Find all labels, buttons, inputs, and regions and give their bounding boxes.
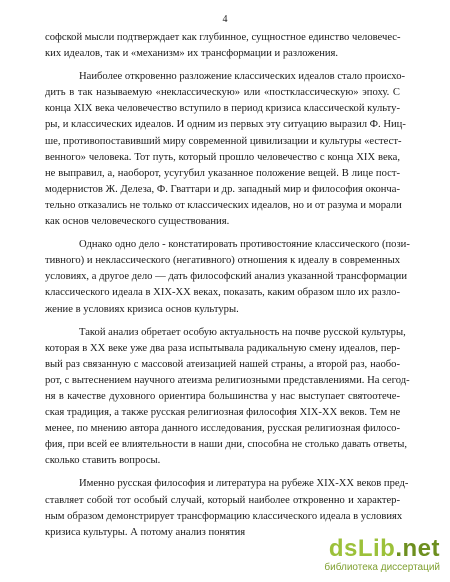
text-line: которая в XX веке уже два раза испытывала радикальную смену идеалов, пер- xyxy=(45,342,400,354)
text-line: ких идеалов, так и «механизм» их трансформации и разложения. xyxy=(45,48,339,60)
paragraph-gap xyxy=(45,62,400,69)
paragraph-gap xyxy=(45,318,400,325)
text-line: жение в условиях кризиса основ культуры. xyxy=(45,303,239,315)
text-line: Такой анализ обретает особую актуальность на почве русской культуры, xyxy=(79,326,406,338)
text-line: фия, при всей ее влиятельности в наши дни, способна не столько давать ответы, xyxy=(45,439,408,451)
text-line: дить в так называемую «неклассическую» или «постклассическую» эпоху. С xyxy=(45,87,400,99)
text-line: софской мысли подтверждает как глубинное, сущностное единство человечес- xyxy=(45,32,401,43)
page-number: 4 xyxy=(222,14,228,25)
text-line: сколько ставить вопросы. xyxy=(45,455,161,467)
text-line: ным образом демонстрирует трансформацию классического идеала в условиях xyxy=(45,510,403,522)
paragraph-gap xyxy=(45,469,400,476)
text-line: вый раз связанную с массовой атеизацией нашей страны, а второй раз, наобо- xyxy=(45,358,400,370)
text-line: рот, с вытеснением научного атеизма религиозными представлениями. На сегод- xyxy=(45,374,410,386)
text-line: конца XIX века человечество вступило в период кризиса классической культу- xyxy=(45,103,400,115)
text-line: ше, противопоставивший миру современной цивилизации и культуры «естест- xyxy=(45,135,402,147)
watermark-brand-tld: .net xyxy=(395,535,440,562)
text-line: ры, и классических идеалов. И одним из первых эту ситуацию выразил Ф. Ниц- xyxy=(45,119,406,131)
text-line: Наиболее откровенно разложение классических идеалов стало происхо- xyxy=(79,71,406,83)
text-line: тельно отказались не только от классических идеалов, но и от разума и морали xyxy=(45,199,402,211)
text-line: как основ человеческого существования. xyxy=(45,216,230,228)
watermark-brand-main: dsLib xyxy=(328,535,396,562)
text-line: Однако одно дело - констатировать противостояние классического (пози- xyxy=(79,239,410,251)
text-line: классического идеала в XIX-XX веках, показать, каким образом шло их разло- xyxy=(45,287,400,299)
paragraph xyxy=(45,237,410,317)
text-line: менее, по мнению автора данного исследования, русская религиозная филосо- xyxy=(45,423,400,435)
watermark-logo xyxy=(310,536,440,576)
paragraph xyxy=(45,69,406,230)
paragraph-gap xyxy=(45,230,400,237)
text-line: ставляет собой тот особый случай, который наиболее откровенно и характер- xyxy=(45,494,400,506)
text-line: ская традиция, а также русская религиозная философия XIX-XX веков. Тем не xyxy=(45,407,401,419)
text-line: кризиса культуры. А потому анализ понятия xyxy=(45,526,246,538)
text-line: условиях, а другое дело — дать философский анализ указанной трансформации xyxy=(45,271,408,283)
text-line: Именно русская философия и литература на рубеже XIX-XX веков пред- xyxy=(79,478,409,490)
paragraph xyxy=(45,30,400,62)
paragraph xyxy=(45,476,409,540)
watermark-brand xyxy=(329,536,440,562)
text-line: тивного) и неклассического (негативного) отношения к идеалу в современных xyxy=(45,255,400,267)
watermark-subtitle: библиотека диссертаций xyxy=(324,562,440,573)
text-line: венного» человека. Тот путь, который прошло человечество с конца XIX века, xyxy=(45,151,400,163)
paragraph xyxy=(45,325,410,470)
text-line: не выправил, а, наоборот, усугубил указанное положение вещей. В лице пост- xyxy=(45,167,400,179)
text-line: модернистов Ж. Делеза, Ф. Гваттари и др. западный мир и философия оконча- xyxy=(45,183,400,195)
text-line: ня в качестве духовного ориентира большинства у нас выступает святоотече- xyxy=(45,390,400,402)
document-body xyxy=(45,30,410,541)
